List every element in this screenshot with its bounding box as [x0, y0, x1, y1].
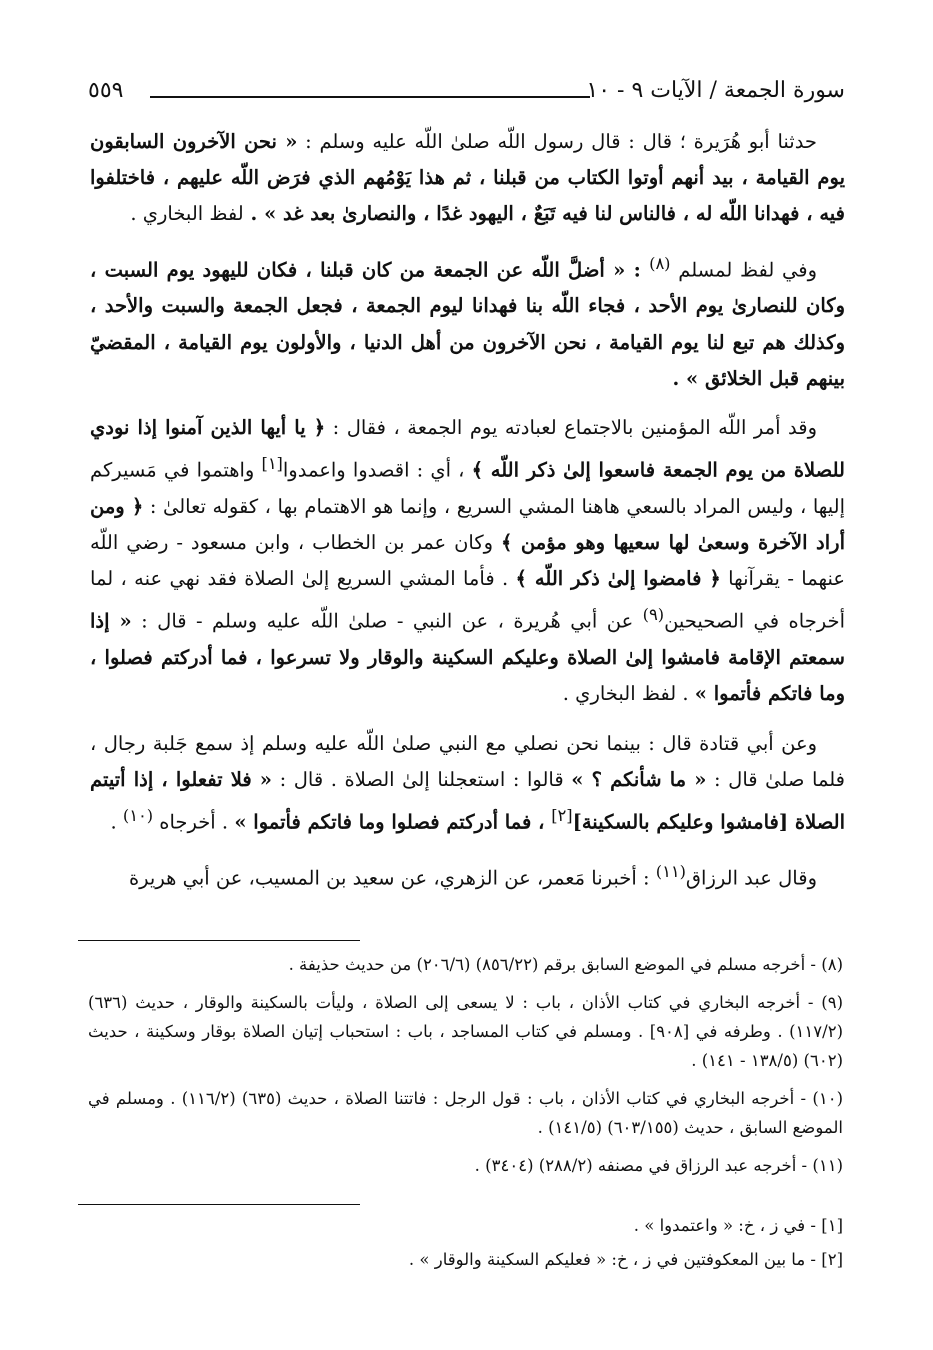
- hadith-quote: ، فما أدركتم فصلوا وما فاتكم فأتموا »: [234, 810, 552, 834]
- footnote-divider: [78, 940, 360, 941]
- text-run: . فأما المشي السريع إلىٰ الصلاة فقد نهي عنه ، لما أخرجاه في الصحيحين: [90, 567, 845, 633]
- text-run: عن أبي هُريرة ، عن النبي - صلىٰ اللّه عليه وسلم - قال :: [131, 609, 643, 633]
- footnote: (١٠) - أخرجه البخاري في كتاب الأذان ، باب : قول الرجل : فاتتنا الصلاة ، حديث (٦٣٥) (١١٦/٢) . ومسلم في الموضع السابق ، حديث (٦٠٣/١٥٥) (١٤١/٥) .: [88, 1089, 843, 1137]
- footnote-ref: (١١): [655, 861, 686, 881]
- footnotes: [88, 950, 843, 1189]
- page-header: [88, 78, 845, 110]
- running-title: سورة الجمعة / الآيات ٩ - ١٠: [586, 78, 845, 103]
- hadith-quote: « نحن الآخرون السابقون يوم القيامة ، بيد أنهم أوتوا الكتاب من قبلنا ، ثم هذا يَوْمُهم الذي فرَض اللّه عليهم ، فاختلفوا فيه ، فهدانا اللّه له ، فالناس لنا فيه تَبَعٌ ، اليهود غدًا ، والنصارىٰ بعد غد » .: [90, 130, 845, 226]
- hadith-quote: « ما شأنكم ؟ »: [571, 767, 707, 791]
- text-run: وقد أمر اللّه المؤمنين بالاجتماع لعبادته يوم الجمعة ، فقال :: [325, 415, 818, 439]
- hadith-quote: : « أضلَّ اللّه عن الجمعة من كان قبلنا ، فكان لليهود يوم السبت ، وكان للنصارىٰ يوم الأحد ، فجاء اللّه بنا فهدانا ليوم الجمعة ، فجعل الجمعة والسبت والأحد ، وكذلك هم تبع لنا يوم القيامة ، نحن الآخرون من أهل الدنيا ، والأولون يوم القيامة ، المقضيّ بينهم قبل الخلائق » .: [90, 258, 845, 390]
- paragraph: [90, 854, 845, 897]
- paragraph: [90, 246, 845, 397]
- text-run: حدثنا أبو هُرَيرة ؛ قال : قال رسول اللّه صلىٰ اللّه عليه وسلم :: [297, 130, 817, 153]
- quran-verse: ﴿ فامضوا إلىٰ ذكر اللّه ﴾: [515, 567, 721, 591]
- text-run: : أخبرنا مَعمر، عن الزهري، عن سعيد بن المسيب، عن أبي هريرة: [128, 866, 656, 890]
- quran-verse: ﴿ يا أيها الذين آمنوا إذا نودي للصلاة من يوم الجمعة فاسعوا إلىٰ ذكر اللّه ﴾: [90, 415, 845, 482]
- page-number: ٥٥٩: [88, 78, 124, 103]
- text-run: .: [110, 810, 123, 834]
- text-run: وفي لفظ لمسلم: [670, 258, 817, 282]
- text-run: . أخرجاه: [153, 810, 235, 834]
- footnote-ref: (٨): [649, 253, 671, 273]
- text-run: ، أي : اقصدوا واعمدوا: [282, 458, 472, 482]
- paragraph: [90, 410, 845, 713]
- header-rule: [150, 96, 590, 98]
- hadith-quote: « فلا تفعلوا ، إذا أتيتم الصلاة [فامشوا وعليكم بالسكينة]: [90, 767, 845, 834]
- main-text: [90, 124, 845, 909]
- footnote-ref: (١٠): [122, 805, 154, 825]
- text-run: . لفظ البخاري .: [562, 682, 695, 706]
- variant-notes: [88, 1212, 843, 1280]
- variant-note: [١] - في ز ، خ: « واعتمدوا » .: [633, 1216, 843, 1235]
- text-run: وعن أبي قتادة قال : بينما نحن نصلي مع النبي صلىٰ اللّه عليه وسلم إذ سمع جَلبة رجال ، فلما صلىٰ قال :: [90, 731, 846, 791]
- variant-notes-divider: [78, 1204, 360, 1205]
- footnote: (٩) - أخرجه البخاري في كتاب الأذان ، باب : لا يسعى إلى الصلاة ، وليأت بالسكينة والوقار ، حديث (٦٣٦) (١١٧/٢) . وطرفه في [٩٠٨] . ومسلم في كتاب المساجد ، باب : استحباب إتيان الصلاة بوقار وسكينة ، حديث (٦٠٢) (١٣٨/٥ - ١٤١) .: [88, 993, 843, 1070]
- hadith-quote: « إذا سمعتم الإقامة فامشوا إلىٰ الصلاة وعليكم السكينة والوقار ولا تسرعوا ، فما أدركتم فصلوا ، وما فاتكم فأتموا »: [90, 609, 845, 706]
- paragraph: [90, 726, 845, 841]
- variant-note: [٢] - ما بين المعكوفتين في ز ، خ: « فعليكم السكينة والوقار » .: [408, 1250, 843, 1269]
- text-run: لفظ البخاري .: [130, 202, 244, 226]
- footnote: (٨) - أخرجه مسلم في الموضع السابق برقم (٨٥٦/٢٢) (٢٠٦/٦) من حديث حذيفة .: [288, 955, 843, 974]
- quran-verse: ﴿ ومن أراد الآخرة وسعىٰ لها سعيها وهو مؤمن ﴾: [90, 494, 845, 555]
- variant-ref: [١]: [261, 454, 283, 474]
- paragraph: [90, 124, 845, 233]
- text-run: وقال عبد الرزاق: [685, 866, 817, 890]
- text-run: واهتموا في مَسيركم إليها ، وليس المراد بالسعي هاهنا المشي السريع ، وإنما هو الاهتمام بها ، كقوله تعالىٰ :: [90, 458, 845, 518]
- footnote-ref: (٩): [642, 605, 665, 625]
- text-run: وكان عمر بن الخطاب ، وابن مسعود - رضي اللّه عنهما - يقرآنها: [90, 531, 845, 591]
- variant-ref: [٢]: [551, 805, 573, 825]
- text-run: قالوا : استعجلنا إلىٰ الصلاة . قال :: [272, 767, 572, 791]
- footnote: (١١) - أخرجه عبد الرزاق في مصنفه (٢٨٨/٢) (٣٤٠٤) .: [474, 1156, 843, 1175]
